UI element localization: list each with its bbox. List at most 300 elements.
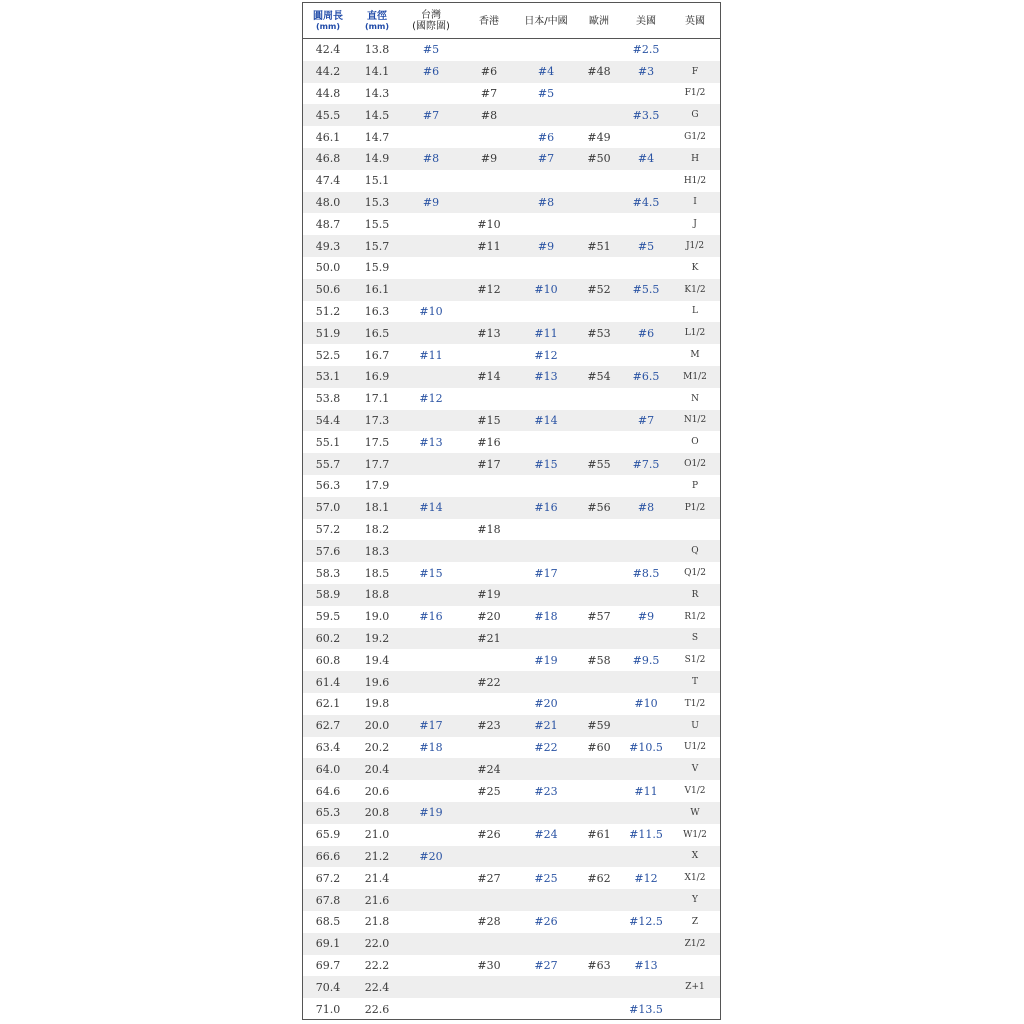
cell-circumference: 64.0 [315, 762, 341, 776]
cell-usa [623, 628, 669, 650]
cell-diameter: 17.7 [364, 457, 390, 471]
cell-circumference: 44.8 [315, 86, 341, 100]
cell-usa: #9 [637, 610, 655, 624]
table-row [303, 475, 720, 497]
cell-europe [575, 998, 623, 1020]
cell-hongkong: #16 [477, 435, 501, 449]
cell-taiwan: #6 [422, 65, 440, 79]
table-row [303, 933, 720, 955]
cell-japan-china [517, 628, 575, 650]
cell-taiwan: #7 [422, 108, 440, 122]
cell-hongkong [461, 562, 517, 584]
table-row [303, 213, 720, 235]
cell-diameter: 16.9 [364, 370, 390, 384]
cell-taiwan: #12 [419, 392, 443, 406]
cell-uk: S [691, 633, 699, 644]
cell-uk: I [693, 197, 697, 208]
cell-taiwan [401, 824, 461, 846]
cell-taiwan [401, 519, 461, 541]
cell-diameter: 20.6 [364, 784, 390, 798]
cell-usa [623, 976, 669, 998]
cell-diameter: 16.3 [364, 304, 390, 318]
cell-diameter: 15.3 [364, 195, 390, 209]
cell-circumference: 42.4 [315, 43, 341, 57]
table-row [303, 606, 720, 628]
cell-usa [623, 933, 669, 955]
cell-uk: J [693, 219, 697, 230]
cell-diameter: 20.2 [364, 740, 390, 754]
cell-circumference: 62.1 [315, 697, 341, 711]
cell-usa: #3 [637, 65, 655, 79]
cell-usa: #8.5 [632, 566, 660, 580]
cell-uk: H1/2 [683, 175, 707, 186]
cell-europe: #57 [587, 610, 611, 624]
cell-japan-china: #11 [534, 326, 558, 340]
table-row [303, 235, 720, 257]
cell-uk: U [691, 720, 699, 731]
cell-europe: #49 [587, 130, 611, 144]
cell-diameter: 17.1 [364, 392, 390, 406]
cell-diameter: 21.0 [364, 828, 390, 842]
cell-circumference: 53.8 [315, 392, 341, 406]
cell-japan-china: #4 [537, 65, 555, 79]
cell-diameter: 16.7 [364, 348, 390, 362]
cell-europe: #63 [587, 958, 611, 972]
cell-japan-china: #22 [534, 740, 558, 754]
cell-japan-china [517, 475, 575, 497]
table-row [303, 802, 720, 824]
cell-circumference: 59.5 [315, 610, 341, 624]
header-taiwan-label: 台灣 [421, 10, 441, 21]
cell-europe: #48 [587, 65, 611, 79]
cell-uk: P1/2 [684, 502, 706, 513]
table-row [303, 279, 720, 301]
cell-diameter: 22.0 [364, 937, 390, 951]
header-europe [575, 3, 623, 39]
header-hongkong-label: 香港 [479, 15, 499, 27]
cell-diameter: 19.2 [364, 631, 390, 645]
cell-hongkong: #17 [477, 457, 501, 471]
cell-taiwan [401, 998, 461, 1020]
cell-usa [623, 671, 669, 693]
cell-hongkong: #8 [480, 108, 498, 122]
cell-usa [623, 540, 669, 562]
cell-hongkong [461, 737, 517, 759]
cell-uk: F [691, 66, 699, 77]
cell-circumference: 60.8 [315, 653, 341, 667]
cell-hongkong: #25 [477, 784, 501, 798]
cell-usa [623, 802, 669, 824]
table-row [303, 170, 720, 192]
cell-diameter: 18.2 [364, 522, 390, 536]
cell-diameter: 18.3 [364, 544, 390, 558]
cell-taiwan [401, 279, 461, 301]
cell-diameter: 16.5 [364, 326, 390, 340]
cell-circumference: 48.7 [315, 217, 341, 231]
cell-japan-china: #9 [537, 239, 555, 253]
table-row [303, 846, 720, 868]
cell-diameter: 21.2 [364, 849, 390, 863]
cell-diameter: 19.6 [364, 675, 390, 689]
cell-japan-china [517, 998, 575, 1020]
cell-europe [575, 301, 623, 323]
cell-circumference: 55.1 [315, 435, 341, 449]
cell-taiwan [401, 366, 461, 388]
table-row [303, 431, 720, 453]
cell-japan-china: #24 [534, 828, 558, 842]
cell-taiwan: #10 [419, 304, 443, 318]
cell-europe [575, 540, 623, 562]
cell-hongkong [461, 497, 517, 519]
cell-uk: V [691, 764, 699, 775]
cell-uk: Z1/2 [684, 938, 706, 949]
cell-europe [575, 911, 623, 933]
cell-hongkong: #6 [480, 65, 498, 79]
header-circumference-unit: (mm) [316, 21, 340, 31]
cell-circumference: 69.7 [315, 958, 341, 972]
cell-taiwan [401, 671, 461, 693]
cell-circumference: 61.4 [315, 675, 341, 689]
cell-diameter: 18.1 [364, 501, 390, 515]
cell-europe: #62 [587, 871, 611, 885]
cell-circumference: 57.0 [315, 501, 341, 515]
cell-diameter: 21.6 [364, 893, 390, 907]
cell-japan-china: #7 [537, 152, 555, 166]
cell-hongkong: #24 [477, 762, 501, 776]
cell-usa [623, 519, 669, 541]
cell-taiwan: #16 [419, 610, 443, 624]
cell-hongkong: #30 [477, 958, 501, 972]
cell-japan-china: #17 [534, 566, 558, 580]
table-row [303, 911, 720, 933]
cell-europe [575, 192, 623, 214]
cell-uk: Y [692, 895, 698, 906]
cell-circumference: 49.3 [315, 239, 341, 253]
cell-hongkong [461, 257, 517, 279]
table-row [303, 366, 720, 388]
cell-taiwan [401, 83, 461, 105]
cell-circumference: 58.9 [315, 588, 341, 602]
cell-europe [575, 802, 623, 824]
table-row [303, 344, 720, 366]
cell-uk [669, 39, 721, 61]
cell-taiwan: #15 [419, 566, 443, 580]
table-row [303, 584, 720, 606]
cell-diameter: 21.4 [364, 871, 390, 885]
cell-usa [623, 431, 669, 453]
cell-diameter: 15.1 [364, 174, 390, 188]
cell-uk: M1/2 [683, 371, 707, 382]
cell-uk: X [691, 851, 699, 862]
cell-usa: #7 [637, 413, 655, 427]
cell-diameter: 14.9 [364, 152, 390, 166]
cell-uk: W1/2 [683, 829, 707, 840]
cell-europe [575, 519, 623, 541]
header-europe-label: 歐洲 [589, 15, 609, 27]
cell-uk: T [691, 677, 698, 688]
ring-size-table [302, 2, 721, 1020]
cell-japan-china: #8 [537, 195, 555, 209]
cell-usa [623, 715, 669, 737]
cell-japan-china [517, 170, 575, 192]
cell-taiwan [401, 540, 461, 562]
cell-japan-china: #27 [534, 958, 558, 972]
cell-hongkong: #15 [477, 413, 501, 427]
cell-taiwan [401, 780, 461, 802]
cell-usa [623, 758, 669, 780]
cell-uk: Q1/2 [684, 568, 706, 579]
cell-taiwan: #13 [419, 435, 443, 449]
cell-uk: Z [691, 916, 699, 927]
cell-taiwan [401, 257, 461, 279]
cell-europe [575, 628, 623, 650]
cell-usa [623, 83, 669, 105]
cell-europe: #51 [587, 239, 611, 253]
header-uk-label: 英國 [685, 15, 705, 27]
table-row [303, 453, 720, 475]
cell-diameter: 17.3 [364, 413, 390, 427]
cell-europe [575, 780, 623, 802]
table-row [303, 192, 720, 214]
table-row [303, 301, 720, 323]
cell-usa: #6 [637, 326, 655, 340]
cell-diameter: 22.2 [364, 958, 390, 972]
cell-japan-china [517, 933, 575, 955]
cell-europe: #56 [587, 501, 611, 515]
cell-hongkong [461, 802, 517, 824]
cell-japan-china [517, 540, 575, 562]
cell-hongkong: #28 [477, 915, 501, 929]
cell-diameter: 18.5 [364, 566, 390, 580]
cell-uk: V1/2 [684, 786, 706, 797]
cell-taiwan [401, 911, 461, 933]
cell-japan-china: #19 [534, 653, 558, 667]
table-row [303, 998, 720, 1020]
cell-diameter: 15.9 [364, 261, 390, 275]
cell-usa: #5.5 [632, 283, 660, 297]
cell-hongkong [461, 998, 517, 1020]
cell-taiwan: #11 [419, 348, 443, 362]
header-diameter-unit: (mm) [365, 21, 389, 31]
cell-circumference: 66.6 [315, 849, 341, 863]
cell-uk: T1/2 [684, 698, 706, 709]
table-row [303, 497, 720, 519]
header-usa [623, 3, 669, 39]
cell-japan-china: #21 [534, 719, 558, 733]
cell-uk: N [691, 393, 699, 404]
cell-europe [575, 671, 623, 693]
header-taiwan [401, 3, 461, 39]
cell-circumference: 56.3 [315, 479, 341, 493]
cell-japan-china [517, 584, 575, 606]
cell-circumference: 48.0 [315, 195, 341, 209]
cell-japan-china: #18 [534, 610, 558, 624]
cell-japan-china [517, 671, 575, 693]
cell-circumference: 57.2 [315, 522, 341, 536]
table-row [303, 519, 720, 541]
cell-taiwan: #19 [419, 806, 443, 820]
cell-hongkong: #22 [477, 675, 501, 689]
cell-usa: #11.5 [629, 828, 663, 842]
cell-europe [575, 83, 623, 105]
cell-taiwan: #17 [419, 719, 443, 733]
cell-japan-china: #10 [534, 283, 558, 297]
cell-circumference: 52.5 [315, 348, 341, 362]
cell-japan-china [517, 431, 575, 453]
cell-europe: #50 [587, 152, 611, 166]
cell-circumference: 50.6 [315, 283, 341, 297]
cell-usa: #4.5 [632, 195, 660, 209]
cell-europe: #52 [587, 283, 611, 297]
cell-uk: K1/2 [684, 284, 706, 295]
cell-japan-china [517, 257, 575, 279]
cell-uk: U1/2 [683, 742, 707, 753]
cell-hongkong: #7 [480, 86, 498, 100]
table-row [303, 540, 720, 562]
cell-uk: K [691, 262, 699, 273]
cell-diameter: 14.3 [364, 86, 390, 100]
cell-taiwan [401, 213, 461, 235]
cell-hongkong: #11 [477, 239, 501, 253]
cell-uk: S1/2 [684, 655, 706, 666]
cell-taiwan [401, 170, 461, 192]
table-row [303, 780, 720, 802]
cell-europe [575, 584, 623, 606]
table-header [303, 3, 720, 39]
cell-hongkong: #13 [477, 326, 501, 340]
cell-japan-china [517, 104, 575, 126]
cell-hongkong: #27 [477, 871, 501, 885]
cell-uk: R [691, 589, 699, 600]
cell-usa [623, 475, 669, 497]
cell-hongkong: #21 [477, 631, 501, 645]
cell-taiwan [401, 584, 461, 606]
cell-japan-china [517, 976, 575, 998]
cell-circumference: 44.2 [315, 65, 341, 79]
table-row [303, 410, 720, 432]
cell-europe: #55 [587, 457, 611, 471]
cell-hongkong [461, 933, 517, 955]
cell-taiwan [401, 322, 461, 344]
table-row [303, 61, 720, 83]
cell-hongkong [461, 693, 517, 715]
cell-taiwan [401, 976, 461, 998]
cell-europe [575, 388, 623, 410]
cell-diameter: 19.0 [364, 610, 390, 624]
cell-hongkong [461, 344, 517, 366]
cell-circumference: 67.2 [315, 871, 341, 885]
cell-taiwan [401, 126, 461, 148]
header-japan-china-label: 日本/中國 [524, 15, 568, 27]
cell-circumference: 51.2 [315, 304, 341, 318]
cell-taiwan [401, 235, 461, 257]
cell-taiwan: #9 [422, 195, 440, 209]
cell-europe [575, 846, 623, 868]
cell-taiwan [401, 649, 461, 671]
cell-usa: #5 [637, 239, 655, 253]
cell-uk: M [690, 350, 700, 361]
cell-japan-china: #20 [534, 697, 558, 711]
cell-hongkong: #10 [477, 217, 501, 231]
cell-taiwan [401, 867, 461, 889]
table-row [303, 649, 720, 671]
cell-circumference: 64.6 [315, 784, 341, 798]
cell-taiwan: #20 [419, 849, 443, 863]
table-row [303, 148, 720, 170]
cell-hongkong: #12 [477, 283, 501, 297]
cell-usa: #11 [634, 784, 658, 798]
header-hongkong [461, 3, 517, 39]
header-diameter [353, 3, 401, 39]
cell-circumference: 70.4 [315, 980, 341, 994]
cell-hongkong [461, 192, 517, 214]
cell-usa: #12 [634, 871, 658, 885]
cell-diameter: 16.1 [364, 283, 390, 297]
cell-circumference: 63.4 [315, 740, 341, 754]
cell-usa: #13.5 [629, 1002, 663, 1016]
cell-hongkong: #20 [477, 610, 501, 624]
cell-japan-china: #23 [534, 784, 558, 798]
table-row [303, 322, 720, 344]
cell-uk [669, 998, 721, 1020]
cell-circumference: 65.9 [315, 828, 341, 842]
cell-japan-china: #12 [534, 348, 558, 362]
cell-taiwan: #5 [422, 43, 440, 57]
cell-hongkong [461, 846, 517, 868]
cell-circumference: 51.9 [315, 326, 341, 340]
cell-taiwan: #8 [422, 152, 440, 166]
cell-taiwan [401, 628, 461, 650]
cell-taiwan [401, 758, 461, 780]
table-row [303, 671, 720, 693]
table-row [303, 693, 720, 715]
cell-usa: #13 [634, 958, 658, 972]
cell-circumference: 53.1 [315, 370, 341, 384]
cell-hongkong [461, 475, 517, 497]
cell-uk: J1/2 [685, 241, 705, 252]
cell-usa [623, 213, 669, 235]
cell-diameter: 20.8 [364, 806, 390, 820]
header-circumference [303, 3, 353, 39]
cell-usa [623, 846, 669, 868]
cell-europe [575, 257, 623, 279]
table-row [303, 628, 720, 650]
cell-usa [623, 344, 669, 366]
cell-europe: #54 [587, 370, 611, 384]
cell-uk: P [691, 480, 699, 491]
header-japan-china [517, 3, 575, 39]
cell-japan-china [517, 213, 575, 235]
cell-europe [575, 562, 623, 584]
cell-europe: #58 [587, 653, 611, 667]
cell-japan-china [517, 846, 575, 868]
cell-europe [575, 758, 623, 780]
cell-taiwan [401, 955, 461, 977]
table-row [303, 758, 720, 780]
cell-usa [623, 170, 669, 192]
cell-diameter: 20.0 [364, 719, 390, 733]
cell-japan-china [517, 519, 575, 541]
cell-circumference: 46.8 [315, 152, 341, 166]
cell-diameter: 20.4 [364, 762, 390, 776]
cell-circumference: 55.7 [315, 457, 341, 471]
cell-taiwan [401, 410, 461, 432]
cell-diameter: 14.1 [364, 65, 390, 79]
cell-hongkong [461, 170, 517, 192]
cell-europe: #59 [587, 719, 611, 733]
cell-japan-china: #25 [534, 871, 558, 885]
cell-hongkong: #19 [477, 588, 501, 602]
